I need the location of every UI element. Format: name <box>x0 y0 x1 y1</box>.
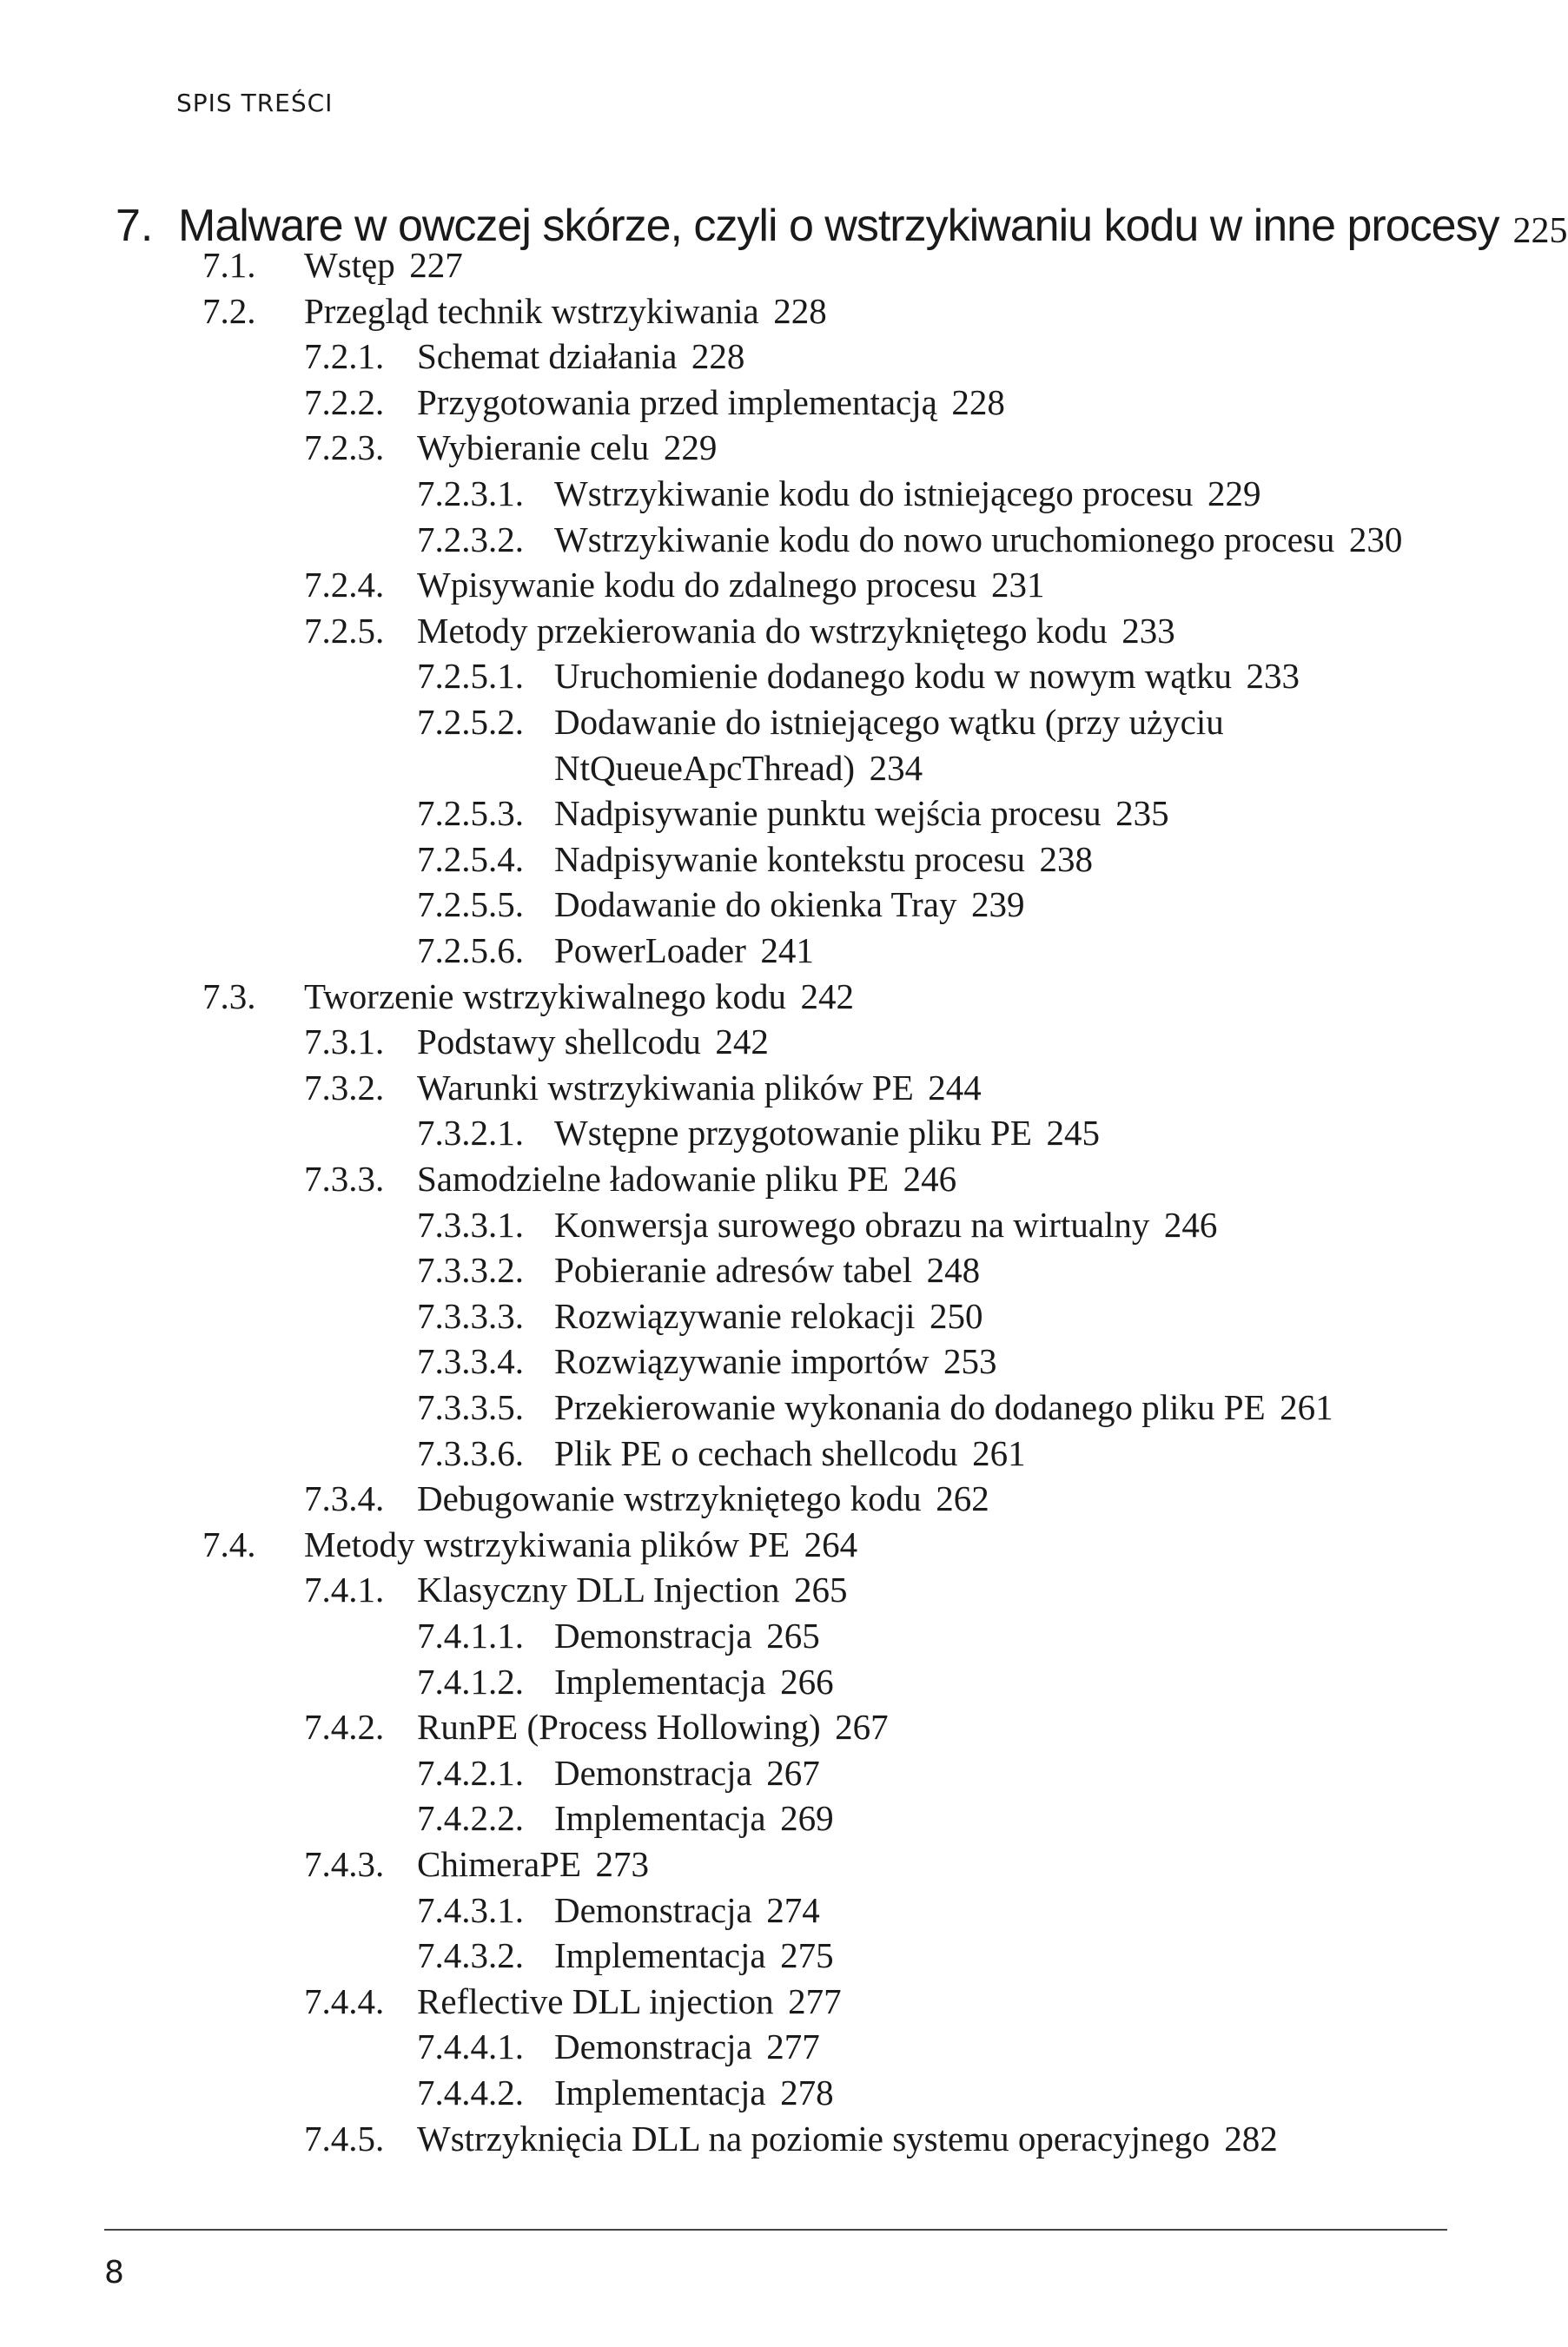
toc-entry-number: 7.3.3.4. <box>417 1341 524 1382</box>
toc-entry-number: 7.4. <box>202 1524 256 1564</box>
toc-entry-title: Dodawanie do okienka Tray <box>554 884 957 925</box>
toc-entry-page: 233 <box>1246 656 1300 697</box>
toc-entry-number: 7.4.1.2. <box>417 1661 524 1702</box>
toc-entry-title: Wstrzyknięcia DLL na poziomie systemu operacyjnego <box>417 2118 1210 2159</box>
toc-entry-title: Demonstracja <box>554 1889 752 1930</box>
toc-entry-page: 229 <box>663 427 718 468</box>
toc-entry-number: 7.4.2.1. <box>417 1752 524 1793</box>
toc-entry-title: Przegląd technik wstrzykiwania <box>304 290 759 331</box>
toc-entry-title: NtQueueApcThread) <box>554 747 856 788</box>
toc-entry-page: 269 <box>780 1798 834 1839</box>
toc-entry-number: 7.2.5.4. <box>417 838 524 879</box>
toc-entry-page: 278 <box>780 2073 834 2112</box>
toc-entry-title: Wstrzykiwanie kodu do istniejącego procesu <box>554 473 1194 513</box>
toc-entry-number: 7.3.3.5. <box>417 1387 524 1427</box>
toc-entry-page: 228 <box>773 290 827 331</box>
toc-entry-number: 7.2.5.6. <box>417 930 524 970</box>
toc-entry-title: Wybieranie celu <box>417 427 650 468</box>
toc-entry-number: 7.2.5.3. <box>417 793 524 834</box>
toc-entry-page: 266 <box>780 1661 834 1702</box>
toc-entry-page: 235 <box>1115 793 1169 834</box>
toc-entry-title: Wstępne przygotowanie pliku PE <box>554 1113 1032 1154</box>
toc-entry-title: Wstrzykiwanie kodu do nowo uruchomionego procesu <box>554 519 1335 559</box>
toc-entry-number: 7.2.5.1. <box>417 656 524 697</box>
toc-entry-page: 242 <box>800 975 855 1016</box>
toc-entry-page: 233 <box>1121 610 1175 651</box>
chapter-title: Malware w owczej skórze, czyli o wstrzykiwaniu kodu w inne procesy <box>178 201 1499 251</box>
page-number: 8 <box>104 2255 124 2291</box>
toc-entry-title: Warunki wstrzykiwania plików PE <box>417 1067 914 1107</box>
chapter-heading <box>116 182 1568 252</box>
toc-entry-page: 239 <box>970 884 1025 925</box>
toc-entry-number: 7.3.3. <box>304 1159 385 1199</box>
toc-entry-title: Metody przekierowania do wstrzykniętego kodu <box>417 610 1108 651</box>
footer-divider <box>104 2229 1447 2231</box>
chapter-page: 225 <box>1512 211 1568 251</box>
toc-entry-title: ChimeraPE <box>417 1844 582 1884</box>
toc-entry-title: Implementacja <box>554 2073 766 2112</box>
toc-entry-title: Rozwiązywanie relokacji <box>554 1295 916 1336</box>
toc-entry-title: Demonstracja <box>554 1752 752 1793</box>
toc-entry-page: 275 <box>780 1935 834 1976</box>
toc-entry-page: 238 <box>1039 838 1093 879</box>
toc-entry-number: 7.4.1. <box>304 1570 385 1610</box>
toc-entry-title: Implementacja <box>554 1935 766 1976</box>
toc-entry-number: 7.2.3.1. <box>417 473 524 513</box>
toc-entry-number: 7.4.3.2. <box>417 1935 524 1976</box>
toc-entry-title: Plik PE o cechach shellcodu <box>554 1432 958 1473</box>
toc-entry-title: Implementacja <box>554 1798 766 1839</box>
toc-entry-title: Metody wstrzykiwania plików PE <box>304 1524 791 1564</box>
toc-entry-number: 7.4.1.1. <box>417 1616 524 1656</box>
toc-entry-number: 7.4.4.1. <box>417 2026 524 2067</box>
toc-entry-number: 7.2.5. <box>304 610 385 651</box>
toc-entry-number: 7.2.3.2. <box>417 519 524 559</box>
toc-entry-page: 261 <box>972 1432 1026 1473</box>
toc-entry-number: 7.4.4.2. <box>417 2073 524 2112</box>
toc-entry-number: 7.3.1. <box>304 1021 385 1062</box>
toc-entry-page: 267 <box>766 1752 820 1793</box>
toc-entry-title: Uruchomienie dodanego kodu w nowym wątku <box>554 656 1232 697</box>
toc-entry-title: Konwersja surowego obrazu na wirtualny <box>554 1204 1150 1245</box>
toc-entry-title: Nadpisywanie kontekstu procesu <box>554 838 1025 879</box>
toc-entry-number: 7.4.4. <box>304 1980 385 2021</box>
toc-entry-number: 7.4.3. <box>304 1844 385 1884</box>
toc-entry-page: 230 <box>1348 519 1403 559</box>
toc-entry-page: 241 <box>760 930 814 970</box>
toc-entry-number: 7.3.2.1. <box>417 1113 524 1154</box>
toc-entry-title: Wstęp <box>304 245 395 285</box>
toc-entry-number: 7.3.2. <box>304 1067 385 1107</box>
toc-entry-title: PowerLoader <box>554 930 746 970</box>
toc-entry-page: 242 <box>715 1021 769 1062</box>
toc-entry-page: 244 <box>928 1067 982 1107</box>
toc-entry-title: Pobieranie adresów tabel <box>554 1250 913 1291</box>
toc-entry-page: 227 <box>409 245 463 285</box>
toc-entry-title: Debugowanie wstrzykniętego kodu <box>417 1478 922 1519</box>
toc-entry-number: 7.4.2.2. <box>417 1798 524 1839</box>
toc-entry-page: 248 <box>926 1250 981 1291</box>
toc-entry-number: 7.2.2. <box>304 381 385 422</box>
toc-entry-title: Demonstracja <box>554 1616 752 1656</box>
chapter-number: 7. <box>116 201 154 251</box>
toc-entry-title: Schemat działania <box>417 336 678 377</box>
toc-entry-title: Wpisywanie kodu do zdalnego procesu <box>417 565 977 605</box>
toc-entry-title: Tworzenie wstrzykiwalnego kodu <box>304 975 787 1016</box>
toc-entry-title: Rozwiązywanie importów <box>554 1341 930 1382</box>
toc-entry-page: 234 <box>869 747 923 788</box>
toc-entry-number: 7.3.3.2. <box>417 1250 524 1291</box>
toc-entry-page: 231 <box>990 565 1045 605</box>
toc-entry-page: 267 <box>835 1707 889 1748</box>
toc-entry-title: Reflective DLL injection <box>417 1980 774 2021</box>
toc-entry-title: Samodzielne ładowanie pliku PE <box>417 1159 890 1199</box>
toc-entry-page: 245 <box>1046 1113 1100 1154</box>
toc-entry-number: 7.4.5. <box>304 2118 385 2159</box>
toc-entry-page: 273 <box>595 1844 650 1884</box>
toc-entry-title: Nadpisywanie punktu wejścia procesu <box>554 793 1102 834</box>
toc-entry-page: 228 <box>691 336 745 377</box>
toc-entry-page: 246 <box>903 1159 957 1199</box>
toc-entry-page: 228 <box>951 381 1005 422</box>
toc-entry-number: 7.2.5.2. <box>417 702 524 742</box>
toc-entry-number: 7.2. <box>202 290 256 331</box>
toc-entry-number: 7.2.4. <box>304 565 385 605</box>
toc-entry-page: 246 <box>1163 1204 1218 1245</box>
toc-entry-page: 277 <box>766 2026 820 2067</box>
toc-entry-page: 265 <box>793 1570 848 1610</box>
toc-entry-page: 265 <box>766 1616 820 1656</box>
toc-entry-title: Przekierowanie wykonania do dodanego pliku PE <box>554 1387 1266 1427</box>
toc-entry-title: Przygotowania przed implementacją <box>417 381 937 422</box>
toc-entry-number: 7.2.1. <box>304 336 385 377</box>
toc-entry-title: Klasyczny DLL Injection <box>417 1570 780 1610</box>
toc-entry-title: Implementacja <box>554 1661 766 1702</box>
toc-entry-page: 253 <box>943 1341 997 1382</box>
toc-entry-page: 277 <box>788 1980 842 2021</box>
toc-entry-number: 7.3.3.6. <box>417 1432 524 1473</box>
toc-entry-page: 282 <box>1224 2118 1278 2159</box>
toc-entry-number: 7.3.4. <box>304 1478 385 1519</box>
running-header: SPIS TREŚCI <box>176 89 334 117</box>
toc-entry-number: 7.3. <box>202 975 256 1016</box>
toc-entry-number: 7.1. <box>202 245 256 285</box>
toc-entry-page: 229 <box>1207 473 1261 513</box>
toc-entry-page: 262 <box>936 1478 989 1519</box>
toc-entry-page: 261 <box>1280 1387 1333 1427</box>
toc-entry-title: RunPE (Process Hollowing) <box>417 1707 821 1748</box>
toc-entry-number: 7.3.3.1. <box>417 1204 524 1245</box>
toc-entry-page: 250 <box>930 1295 983 1336</box>
toc-entry-title: Dodawanie do istniejącego wątku (przy użyciu <box>554 702 1224 742</box>
toc-entry-page: 274 <box>766 1889 820 1930</box>
toc-entry-number: 7.2.3. <box>304 427 385 468</box>
toc-entry-title: Demonstracja <box>554 2026 752 2067</box>
toc-entry-page: 264 <box>804 1524 858 1564</box>
toc-entry-number: 7.2.5.5. <box>417 884 524 925</box>
toc-entry-number: 7.4.2. <box>304 1707 385 1748</box>
toc-entry-number: 7.4.3.1. <box>417 1889 524 1930</box>
toc-entry-title: Podstawy shellcodu <box>417 1021 701 1062</box>
toc-entry-number: 7.3.3.3. <box>417 1295 524 1336</box>
